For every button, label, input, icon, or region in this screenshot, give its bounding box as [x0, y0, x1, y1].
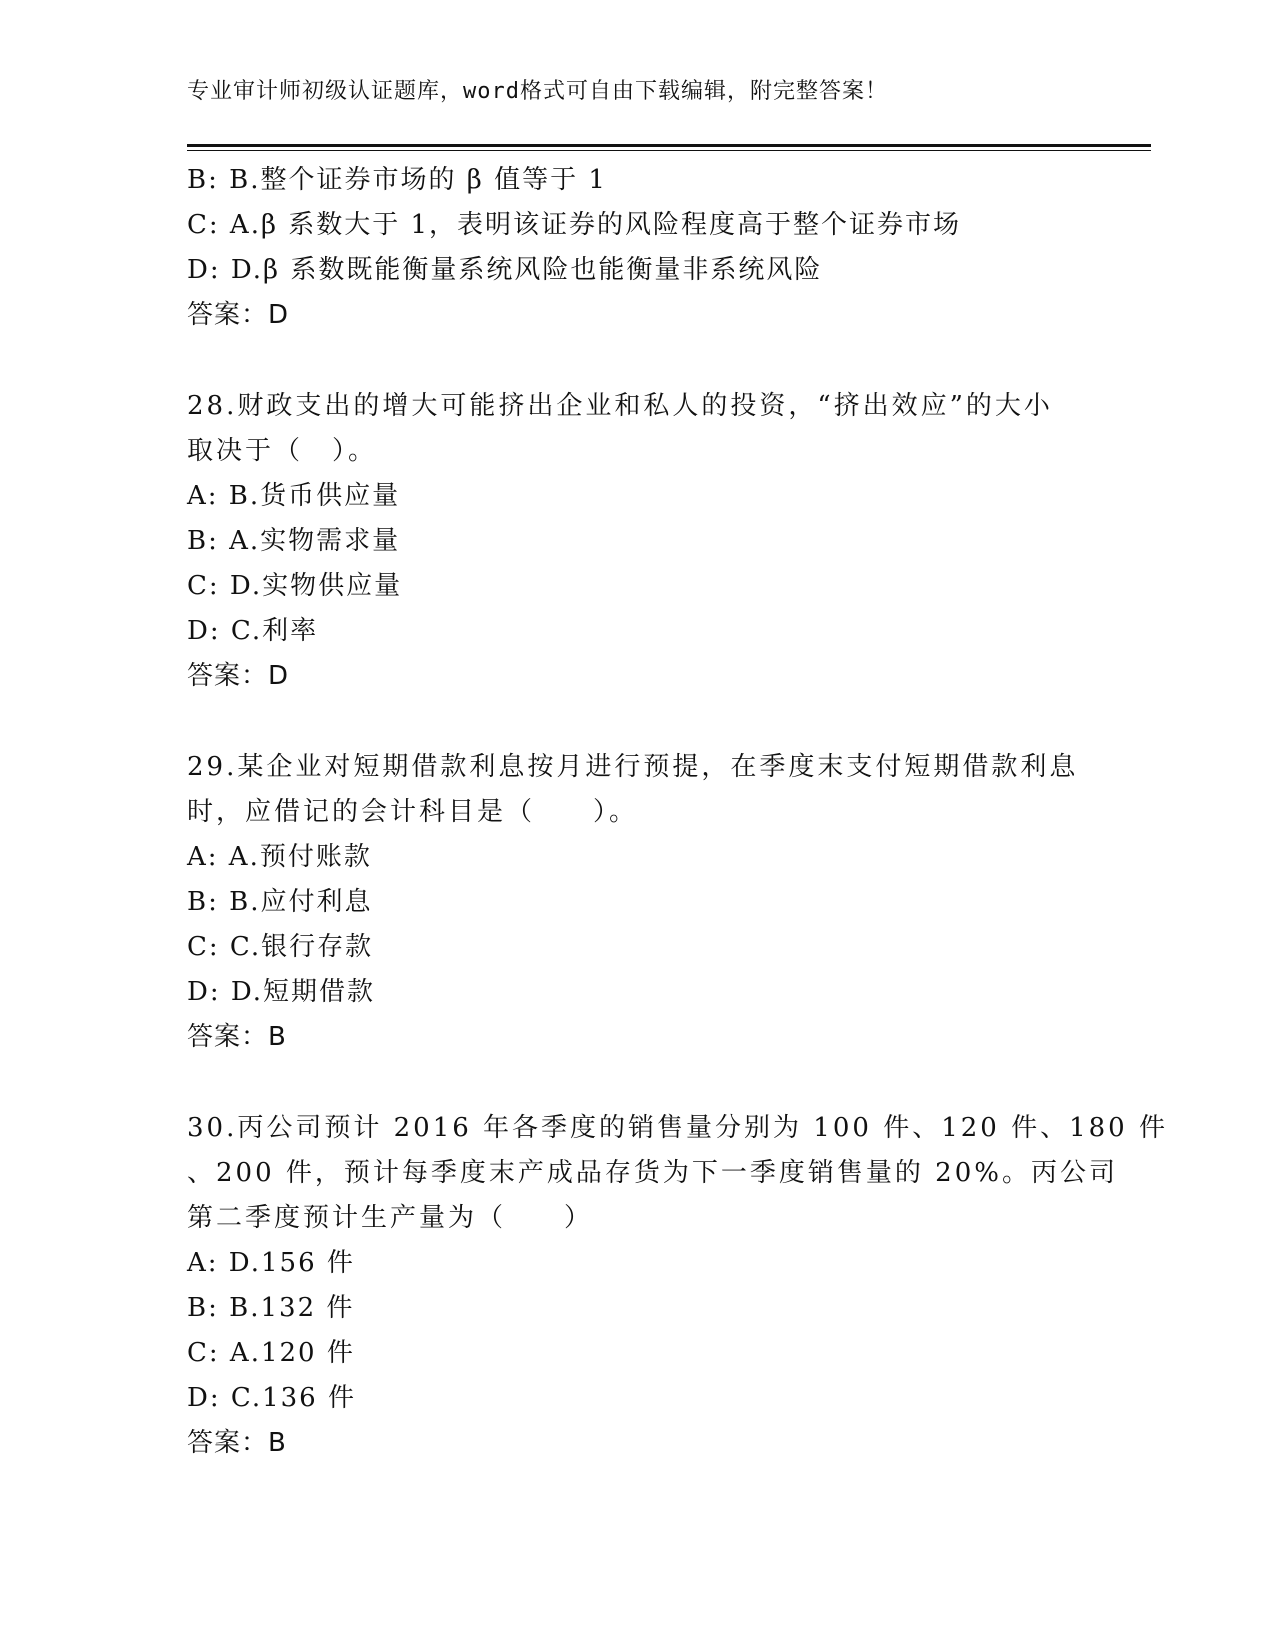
answer-line: 答案：D	[187, 300, 290, 330]
option-d: D: D.β 系数既能衡量系统风险也能衡量非系统风险	[187, 255, 823, 285]
option-c: C: C.银行存款	[187, 932, 374, 962]
option-d: D: D.短期借款	[187, 977, 376, 1007]
question-text-line: 取决于（ ）。	[187, 436, 378, 466]
page-header: 专业审计师初级认证题库，word格式可自由下载编辑，附完整答案！	[187, 79, 888, 104]
question-text-line: 28.财政支出的增大可能挤出企业和私人的投资，“挤出效应”的大小	[187, 391, 1053, 421]
question-30	[187, 1106, 1168, 1466]
option-c: C: D.实物供应量	[187, 571, 403, 601]
option-a: A: A.预付账款	[187, 842, 372, 872]
option-c: C: A.120 件	[187, 1338, 355, 1368]
answer-line: 答案：B	[187, 1022, 287, 1052]
option-b: B: B.整个证券市场的 β 值等于 1	[187, 165, 607, 195]
question-text-line: 29.某企业对短期借款利息按月进行预提，在季度末支付短期借款利息	[187, 752, 1079, 782]
option-a: A: B.货币供应量	[187, 481, 401, 511]
prev-question-block	[187, 158, 1087, 338]
option-c: C: A.β 系数大于 1，表明该证券的风险程度高于整个证券市场	[187, 210, 962, 240]
answer-line: 答案：B	[187, 1428, 287, 1458]
question-text-line: 第二季度预计生产量为（ ）	[187, 1203, 594, 1233]
header-divider-thick	[187, 144, 1151, 147]
option-d: D: C.利率	[187, 616, 319, 646]
question-text-line: 时，应借记的会计科目是（ ）。	[187, 797, 639, 827]
option-b: B: B.应付利息	[187, 887, 373, 917]
option-b: B: A.实物需求量	[187, 526, 401, 556]
answer-line: 答案：D	[187, 661, 290, 691]
question-text-line: 、200 件，预计每季度末产成品存货为下一季度销售量的 20%。丙公司	[187, 1158, 1118, 1188]
option-b: B: B.132 件	[187, 1293, 355, 1323]
option-d: D: C.136 件	[187, 1383, 356, 1413]
question-28	[187, 384, 1087, 699]
question-list	[187, 158, 1168, 1466]
header-divider-thin	[187, 150, 1151, 151]
option-a: A: D.156 件	[187, 1248, 355, 1278]
question-text-line: 30.丙公司预计 2016 年各季度的销售量分别为 100 件、120 件、180 件	[187, 1113, 1168, 1143]
question-29	[187, 745, 1087, 1060]
